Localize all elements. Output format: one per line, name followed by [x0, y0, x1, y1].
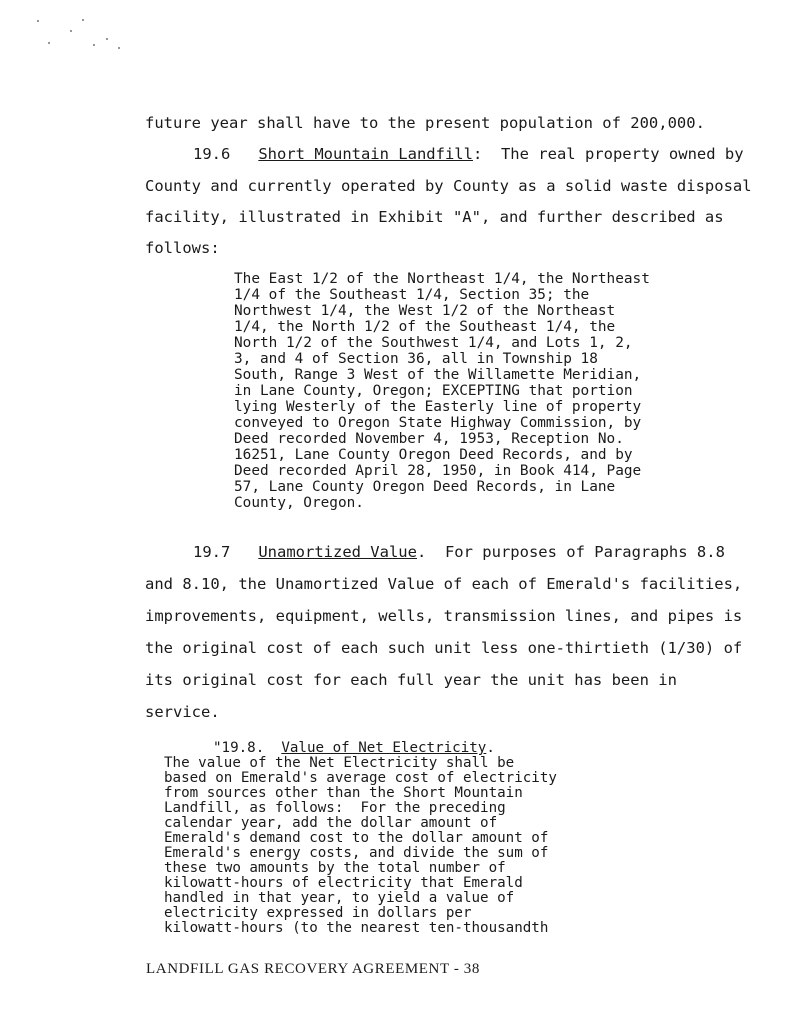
scan-speck [93, 44, 95, 46]
scan-speck [70, 30, 72, 32]
body-line: Emerald's energy costs, and divide the sum of [164, 845, 549, 861]
body-line: County and currently operated by County as a solid waste disposal [145, 177, 752, 195]
body-line: electricity expressed in dollars per [164, 905, 472, 921]
legal-line: North 1/2 of the Southwest 1/4, and Lots 1, 2, [234, 335, 633, 351]
section-19-8-heading [213, 741, 495, 756]
legal-line: Northwest 1/4, the West 1/2 of the Northeast [234, 303, 616, 319]
body-line: service. [145, 703, 220, 721]
body-line: its original cost for each full year the unit has been in [145, 671, 677, 689]
body-line: kilowatt-hours (to the nearest ten-thousandth [164, 920, 549, 936]
body-line: kilowatt-hours of electricity that Emerald [164, 875, 523, 891]
section-number: 19.6 [193, 145, 231, 163]
body-line-1: future year shall have to the present population of 200,000. [145, 114, 705, 132]
legal-line: 1/4, the North 1/2 of the Southeast 1/4, the [234, 319, 616, 335]
section-number: 19.7 [193, 543, 231, 561]
scan-speck [106, 38, 108, 40]
section-19-7-heading [193, 543, 725, 561]
section-lead-text: : The real property owned by [472, 145, 744, 163]
scan-speck [118, 47, 120, 49]
legal-line: in Lane County, Oregon; EXCEPTING that portion [234, 383, 633, 399]
legal-line: 57, Lane County Oregon Deed Records, in Lane [234, 479, 616, 495]
legal-line: 1/4 of the Southeast 1/4, Section 35; the [234, 287, 590, 303]
body-line: the original cost of each such unit less one-thirtieth (1/30) of [145, 639, 743, 657]
legal-line: 3, and 4 of Section 36, all in Township 18 [234, 351, 598, 367]
legal-line: Deed recorded November 4, 1953, Reception No. [234, 431, 624, 447]
page-footer: LANDFILL GAS RECOVERY AGREEMENT - 38 [146, 961, 480, 977]
legal-line: conveyed to Oregon State Highway Commission, by [234, 415, 642, 431]
section-title-suffix: . [486, 740, 495, 756]
body-line: Emerald's demand cost to the dollar amount of [164, 830, 549, 846]
body-line: handled in that year, to yield a value of [164, 890, 515, 906]
section-title: Unamortized Value [258, 543, 417, 561]
legal-line: 16251, Lane County Oregon Deed Records, and by [234, 447, 633, 463]
body-line: based on Emerald's average cost of electricity [164, 770, 557, 786]
section-number: "19.8. [213, 740, 265, 756]
section-lead-text: . For purposes of Paragraphs 8.8 [416, 543, 725, 561]
body-line: improvements, equipment, wells, transmission lines, and pipes is [145, 607, 743, 625]
section-title: Short Mountain Landfill [258, 145, 473, 163]
legal-line: The East 1/2 of the Northeast 1/4, the Northeast [234, 271, 650, 287]
legal-line: Deed recorded April 28, 1950, in Book 414, Page [234, 463, 642, 479]
body-line: facility, illustrated in Exhibit "A", and further described as [145, 208, 724, 226]
body-line: and 8.10, the Unamortized Value of each of Emerald's facilities, [145, 575, 743, 593]
scan-speck [48, 42, 50, 44]
body-line: The value of the Net Electricity shall be [164, 755, 515, 771]
legal-line: lying Westerly of the Easterly line of property [234, 399, 642, 415]
body-line: these two amounts by the total number of [164, 860, 506, 876]
section-19-6-heading [193, 145, 744, 163]
scan-speck [37, 20, 39, 22]
section-title: Value of Net Electricity [281, 740, 487, 756]
scan-speck [82, 19, 84, 21]
body-line: from sources other than the Short Mountain [164, 785, 523, 801]
body-line: Landfill, as follows: For the preceding [164, 800, 506, 816]
body-line: follows: [145, 239, 220, 257]
body-line: calendar year, add the dollar amount of [164, 815, 498, 831]
legal-line: South, Range 3 West of the Willamette Meridian, [234, 367, 642, 383]
legal-line: County, Oregon. [234, 495, 364, 511]
